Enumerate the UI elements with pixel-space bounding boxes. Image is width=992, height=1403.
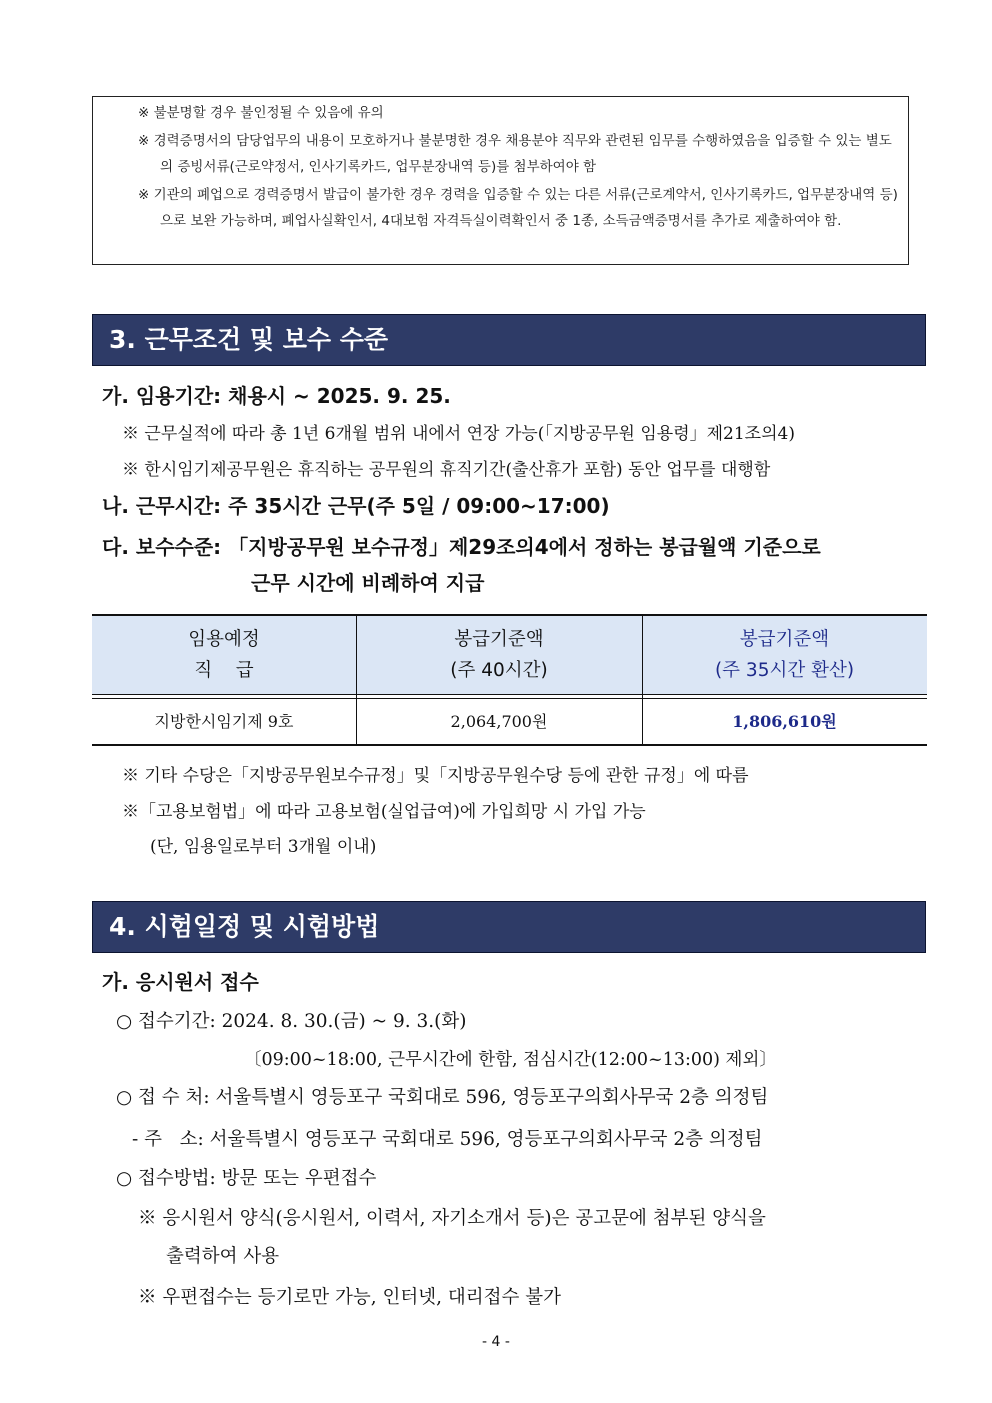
application-method: ○ 접수방법: 방문 또는 우편접수 xyxy=(116,1168,377,1189)
application-address: - 주 소: 서울특별시 영등포구 국회대로 596, 영등포구의회사무국 2층 의정팀 xyxy=(132,1129,763,1150)
employment-period: 가. 임용기간: 채용시 ~ 2025. 9. 25. xyxy=(102,384,451,408)
salary-table xyxy=(92,614,927,746)
col-header-base: 봉급기준액 (주 40시간) xyxy=(450,629,548,681)
col-header-converted: 봉급기준액 (주 35시간 환산) xyxy=(714,629,855,681)
postal-note: ※ 우편접수는 등기로만 가능, 인터넷, 대리접수 불가 xyxy=(138,1287,561,1308)
section-3-header: 3. 근무조건 및 보수 수준 xyxy=(92,314,926,366)
application-hours: 〔09:00~18:00, 근무시간에 한함, 점심시간(12:00~13:00) 제외〕 xyxy=(244,1050,777,1070)
application-heading: 가. 응시원서 접수 xyxy=(102,970,259,994)
method-note-cont: 출력하여 사용 xyxy=(166,1246,280,1267)
note-line: ※ 기관의 폐업으로 경력증명서 발급이 불가한 경우 경력을 입증할 수 있는 다른 서류(근로계약서, 인사기록카드, 업무분장내역 등)으로 보완 가능하며, 폐업사실확인서, 4대보험 자격득실이력확인서 중 1종, 소득금액증명서를 추가로 제출하여야 함. xyxy=(138,187,898,229)
employment-note: ※ 한시임기제공무원은 휴직하는 공무원의 휴직기간(출산휴가 포함) 동안 업무를 대행함 xyxy=(122,460,771,480)
note-line: ※ 경력증명서의 담당업무의 내용이 모호하거나 불분명한 경우 채용분야 직무와 관련된 임무를 수행하였음을 입증할 수 있는 별도의 증빙서류(근로약정서, 인사기록카드, 업무분장내역 등)를 첨부하여야 함 xyxy=(138,133,892,175)
allowance-note: ※ 기타 수당은「지방공무원보수규정」및「지방공무원수당 등에 관한 규정」에 따름 xyxy=(122,766,749,786)
insurance-note-cont: (단, 임용일로부터 3개월 이내) xyxy=(150,837,377,857)
method-note: ※ 응시원서 양식(응시원서, 이력서, 자기소개서 등)은 공고문에 첨부된 양식을 xyxy=(138,1208,766,1229)
note-box xyxy=(92,96,909,265)
col-header-grade: 임용예정 직 급 xyxy=(188,629,260,681)
table-cell-base: 2,064,700원 xyxy=(450,712,548,731)
table-cell-converted: 1,806,610원 xyxy=(732,712,837,731)
page-number: - 4 - xyxy=(482,1334,510,1350)
insurance-note: ※「고용보험법」에 따라 고용보험(실업급여)에 가입희망 시 가입 가능 xyxy=(122,802,646,822)
note-line: ※ 불분명할 경우 불인정될 수 있음에 유의 xyxy=(138,105,384,121)
salary-level: 다. 보수수준: 「지방공무원 보수규정」제29조의4에서 정하는 봉급월액 기준으로 xyxy=(102,535,821,559)
application-period: ○ 접수기간: 2024. 8. 30.(금) ~ 9. 3.(화) xyxy=(116,1011,467,1032)
application-place: ○ 접 수 처: 서울특별시 영등포구 국회대로 596, 영등포구의회사무국 2층 의정팀 xyxy=(116,1087,769,1108)
working-hours: 나. 근무시간: 주 35시간 근무(주 5일 / 09:00~17:00) xyxy=(102,494,610,518)
employment-note: ※ 근무실적에 따라 총 1년 6개월 범위 내에서 연장 가능(「지방공무원 임용령」제21조의4) xyxy=(122,424,795,444)
table-cell-grade: 지방한시임기제 9호 xyxy=(154,712,294,731)
section-4-header: 4. 시험일정 및 시험방법 xyxy=(92,901,926,953)
salary-level-cont: 근무 시간에 비례하여 지급 xyxy=(251,571,485,595)
